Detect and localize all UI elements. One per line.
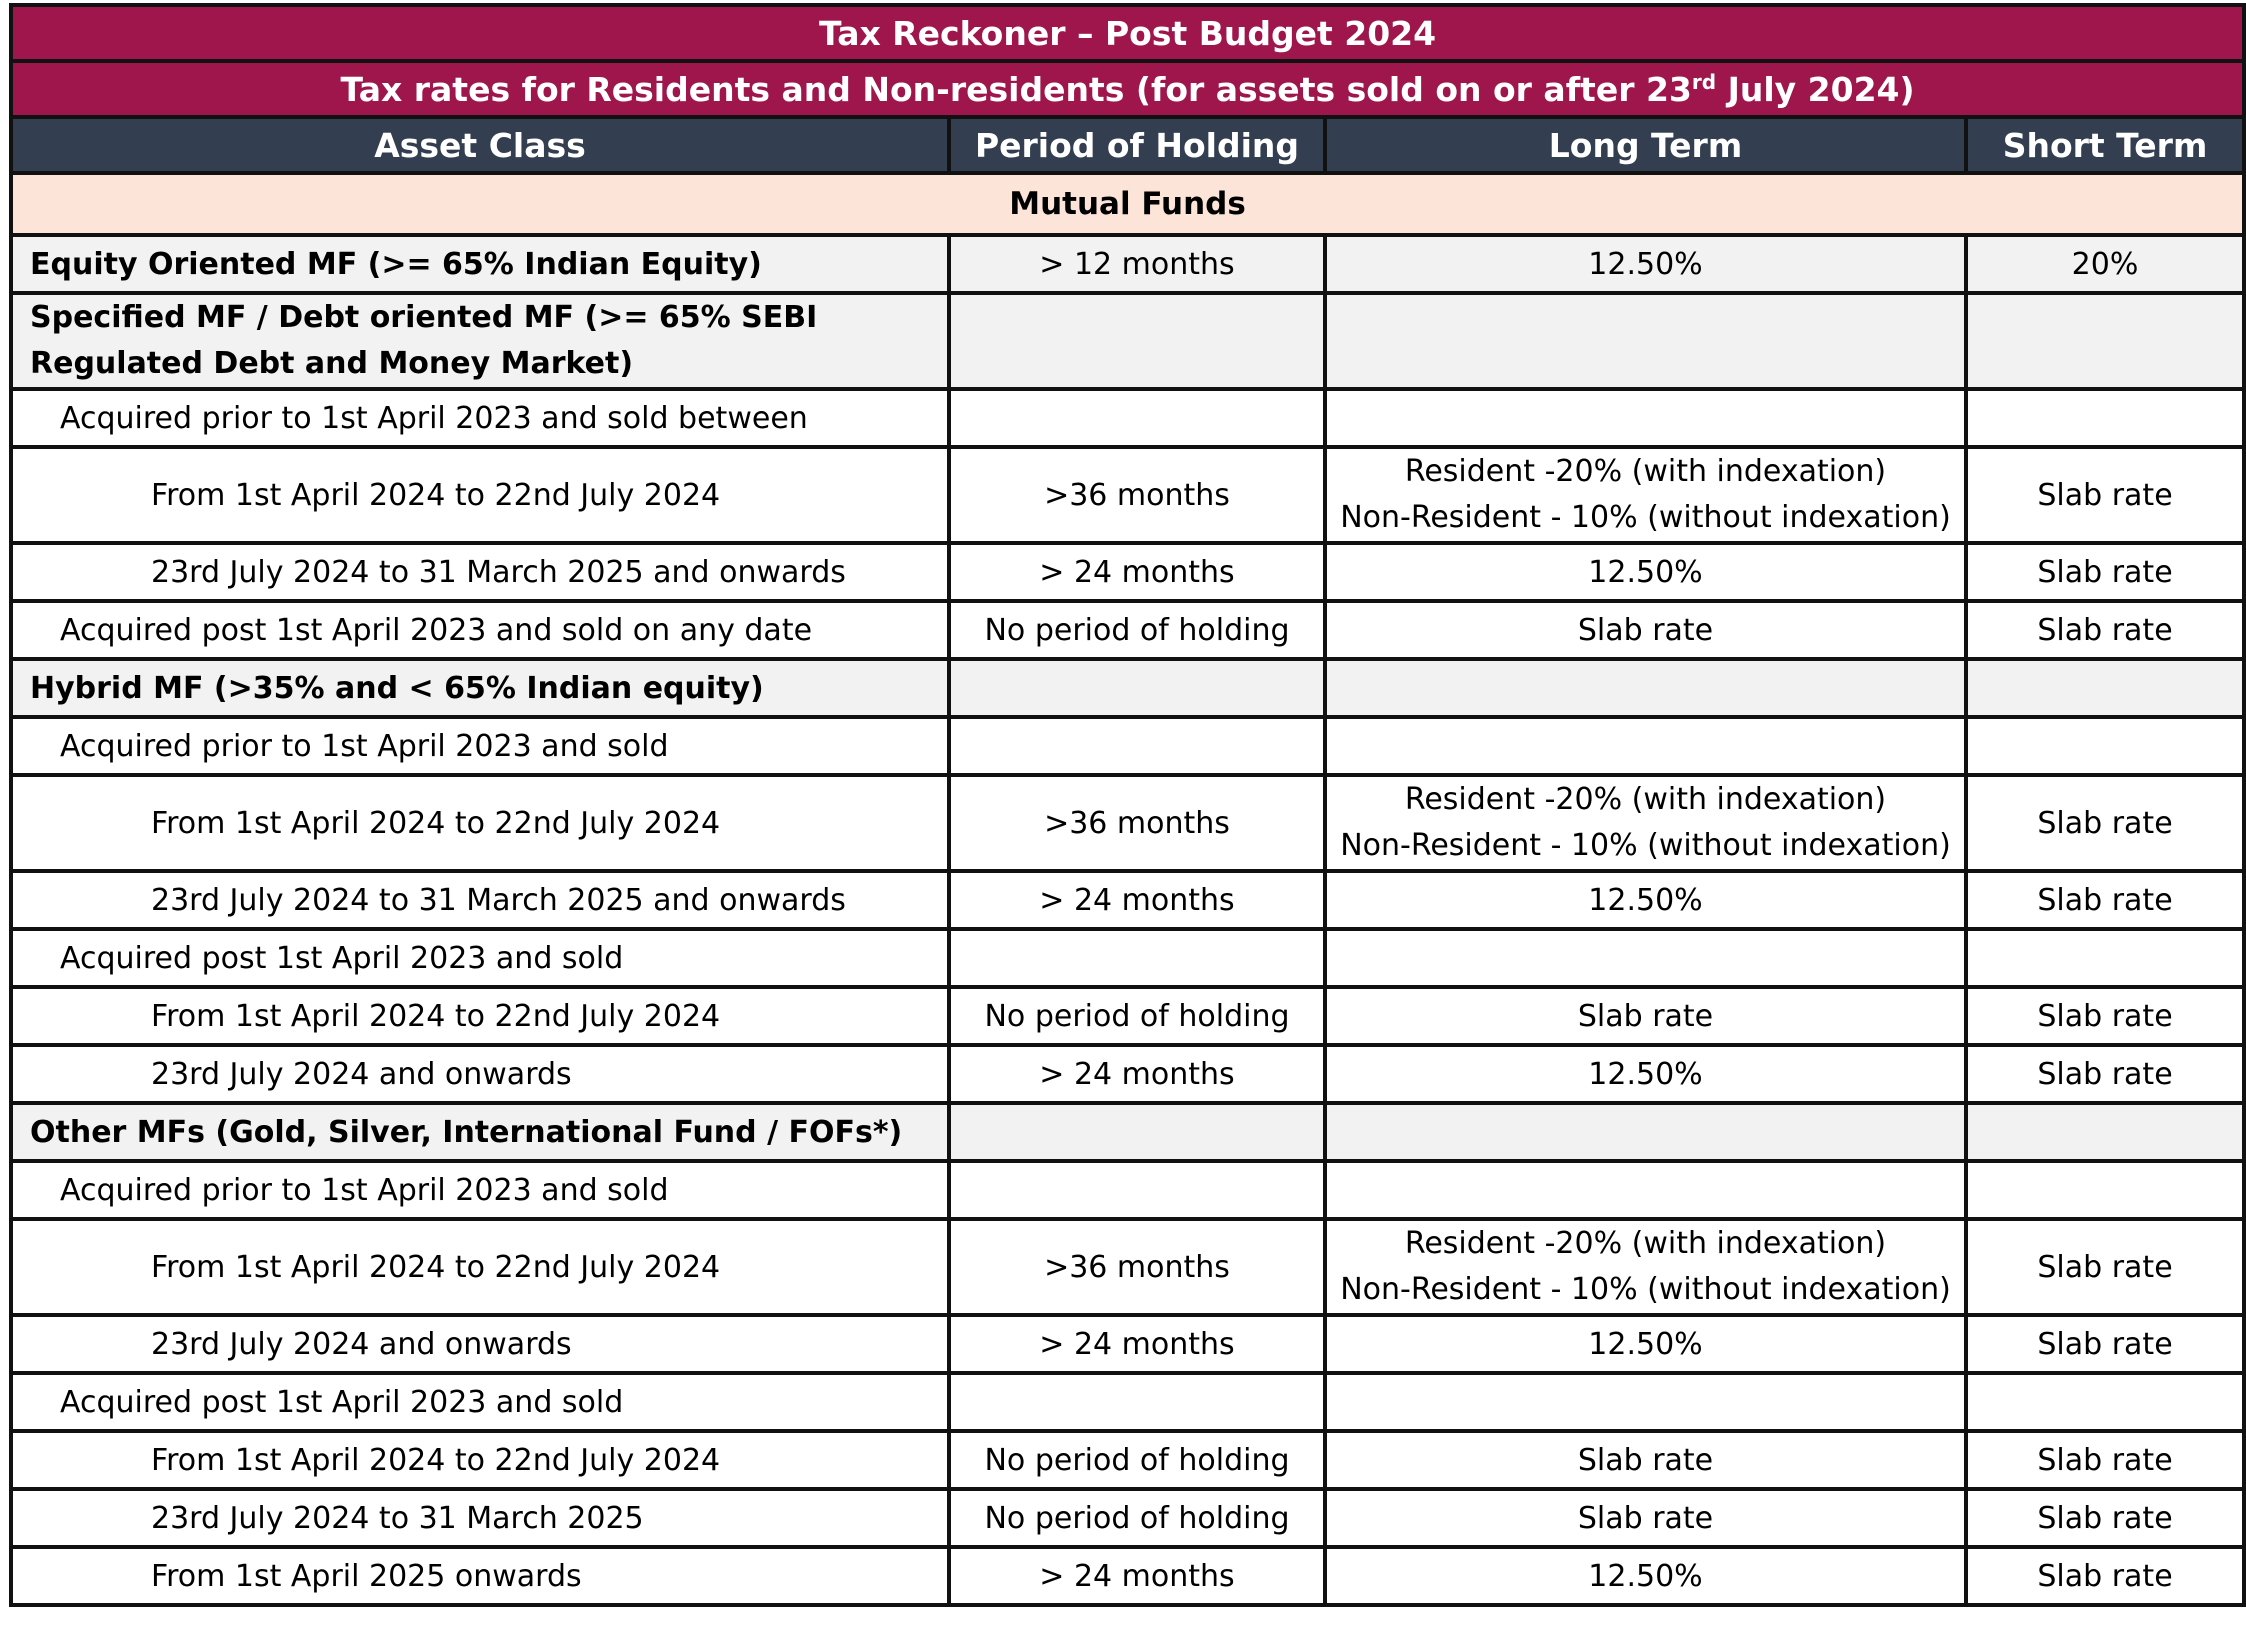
period-cell: No period of holding (949, 1431, 1325, 1489)
short-term-cell: Slab rate (1966, 601, 2244, 659)
asset-class-cell: Acquired prior to 1st April 2023 and sold (11, 1161, 949, 1219)
short-term-cell: Slab rate (1966, 1045, 2244, 1103)
short-term-cell: Slab rate (1966, 1547, 2244, 1605)
long-term-resident: Resident -20% (with indexation) (1404, 454, 1887, 489)
long-term-cell: 12.50% (1325, 1315, 1966, 1373)
long-term-cell (1325, 1373, 1966, 1431)
asset-class-cell: Specified MF / Debt oriented MF (>= 65% SEBI Regulated Debt and Money Market) (11, 293, 949, 389)
asset-class-cell: From 1st April 2024 to 22nd July 2024 (11, 447, 949, 543)
long-term-cell (1325, 929, 1966, 987)
period-cell: >36 months (949, 1219, 1325, 1315)
period-cell (949, 717, 1325, 775)
table-row (11, 1161, 2244, 1219)
table-row (11, 1431, 2244, 1489)
short-term-cell: Slab rate (1966, 775, 2244, 871)
asset-class-cell: 23rd July 2024 to 31 March 2025 and onwards (11, 543, 949, 601)
table-row (11, 1547, 2244, 1605)
period-cell (949, 389, 1325, 447)
table-row (11, 601, 2244, 659)
long-term-non-resident: Non-Resident - 10% (without indexation) (1340, 828, 1951, 863)
long-term-cell: Slab rate (1325, 987, 1966, 1045)
asset-class-cell: From 1st April 2025 onwards (11, 1547, 949, 1605)
table-row (11, 1045, 2244, 1103)
short-term-cell: Slab rate (1966, 1219, 2244, 1315)
period-cell: > 12 months (949, 235, 1325, 293)
period-cell: >36 months (949, 775, 1325, 871)
long-term-cell (1325, 293, 1966, 389)
long-term-cell (1325, 775, 1966, 871)
table-row (11, 1489, 2244, 1547)
subtitle-text-end: July 2024) (1716, 69, 1915, 109)
table-row (11, 871, 2244, 929)
short-term-cell (1966, 1373, 2244, 1431)
short-term-cell: Slab rate (1966, 1489, 2244, 1547)
long-term-cell: 12.50% (1325, 235, 1966, 293)
short-term-cell (1966, 929, 2244, 987)
short-term-cell: 20% (1966, 235, 2244, 293)
asset-class-cell: 23rd July 2024 to 31 March 2025 and onwards (11, 871, 949, 929)
header-period-of-holding: Period of Holding (949, 117, 1325, 173)
table-row (11, 1103, 2244, 1161)
period-cell: > 24 months (949, 1547, 1325, 1605)
long-term-cell: 12.50% (1325, 543, 1966, 601)
long-term-cell (1325, 1219, 1966, 1315)
short-term-cell (1966, 389, 2244, 447)
short-term-cell (1966, 293, 2244, 389)
long-term-resident: Resident -20% (with indexation) (1404, 782, 1887, 817)
long-term-non-resident: Non-Resident - 10% (without indexation) (1340, 500, 1951, 535)
period-cell (949, 1103, 1325, 1161)
table-subtitle (11, 61, 2244, 117)
asset-class-cell: Acquired prior to 1st April 2023 and sold (11, 717, 949, 775)
period-cell (949, 1161, 1325, 1219)
short-term-cell: Slab rate (1966, 447, 2244, 543)
asset-class-cell: From 1st April 2024 to 22nd July 2024 (11, 1219, 949, 1315)
asset-class-cell: Acquired post 1st April 2023 and sold on any date (11, 601, 949, 659)
table-row (11, 543, 2244, 601)
long-term-non-resident: Non-Resident - 10% (without indexation) (1340, 1272, 1951, 1307)
long-term-cell (1325, 447, 1966, 543)
short-term-cell (1966, 1161, 2244, 1219)
short-term-cell: Slab rate (1966, 1315, 2244, 1373)
header-asset-class: Asset Class (11, 117, 949, 173)
short-term-cell (1966, 717, 2244, 775)
long-term-resident: Resident -20% (with indexation) (1404, 1226, 1887, 1261)
table-row (11, 659, 2244, 717)
asset-class-cell: 23rd July 2024 and onwards (11, 1045, 949, 1103)
short-term-cell: Slab rate (1966, 987, 2244, 1045)
asset-class-cell: 23rd July 2024 and onwards (11, 1315, 949, 1373)
asset-class-cell: Hybrid MF (>35% and < 65% Indian equity) (11, 659, 949, 717)
period-cell: > 24 months (949, 871, 1325, 929)
period-cell: No period of holding (949, 987, 1325, 1045)
short-term-cell: Slab rate (1966, 871, 2244, 929)
tax-reckoner-table (9, 3, 2246, 1607)
subtitle-superscript: rd (1691, 69, 1717, 94)
long-term-cell: 12.50% (1325, 871, 1966, 929)
asset-class-cell: From 1st April 2024 to 22nd July 2024 (11, 987, 949, 1045)
period-cell: > 24 months (949, 543, 1325, 601)
asset-class-cell: From 1st April 2024 to 22nd July 2024 (11, 1431, 949, 1489)
short-term-cell: Slab rate (1966, 543, 2244, 601)
table-row (11, 389, 2244, 447)
long-term-cell (1325, 1161, 1966, 1219)
long-term-cell: 12.50% (1325, 1547, 1966, 1605)
long-term-cell: 12.50% (1325, 1045, 1966, 1103)
long-term-cell (1325, 1103, 1966, 1161)
period-cell (949, 659, 1325, 717)
asset-class-cell: From 1st April 2024 to 22nd July 2024 (11, 775, 949, 871)
table-row (11, 235, 2244, 293)
period-cell: > 24 months (949, 1315, 1325, 1373)
section-mutual-funds: Mutual Funds (11, 173, 2244, 235)
asset-class-cell: Acquired prior to 1st April 2023 and sold between (11, 389, 949, 447)
long-term-cell (1325, 717, 1966, 775)
asset-class-cell: Acquired post 1st April 2023 and sold (11, 929, 949, 987)
long-term-cell: Slab rate (1325, 1489, 1966, 1547)
period-cell (949, 929, 1325, 987)
long-term-cell: Slab rate (1325, 1431, 1966, 1489)
period-cell: No period of holding (949, 1489, 1325, 1547)
table-row (11, 1373, 2244, 1431)
table-row (11, 717, 2244, 775)
asset-class-cell: Acquired post 1st April 2023 and sold (11, 1373, 949, 1431)
long-term-cell (1325, 389, 1966, 447)
short-term-cell (1966, 1103, 2244, 1161)
table-row (11, 293, 2244, 389)
short-term-cell: Slab rate (1966, 1431, 2244, 1489)
asset-class-cell: Equity Oriented MF (>= 65% Indian Equity) (11, 235, 949, 293)
short-term-cell (1966, 659, 2244, 717)
long-term-cell: Slab rate (1325, 601, 1966, 659)
table-row (11, 775, 2244, 871)
period-cell (949, 1373, 1325, 1431)
tax-reckoner-table-container (9, 3, 2242, 1607)
page-title: Tax Reckoner – Post Budget 2024 (11, 5, 2244, 61)
long-term-cell (1325, 659, 1966, 717)
table-row (11, 929, 2244, 987)
header-long-term: Long Term (1325, 117, 1966, 173)
asset-class-cell: Other MFs (Gold, Silver, International Fund / FOFs*) (11, 1103, 949, 1161)
period-cell (949, 293, 1325, 389)
table-row (11, 447, 2244, 543)
subtitle-text: Tax rates for Residents and Non-residents (for assets sold on or after 23 (340, 69, 1692, 109)
table-row (11, 1219, 2244, 1315)
header-short-term: Short Term (1966, 117, 2244, 173)
period-cell: >36 months (949, 447, 1325, 543)
table-row (11, 1315, 2244, 1373)
asset-class-cell: 23rd July 2024 to 31 March 2025 (11, 1489, 949, 1547)
period-cell: No period of holding (949, 601, 1325, 659)
period-cell: > 24 months (949, 1045, 1325, 1103)
table-row (11, 987, 2244, 1045)
